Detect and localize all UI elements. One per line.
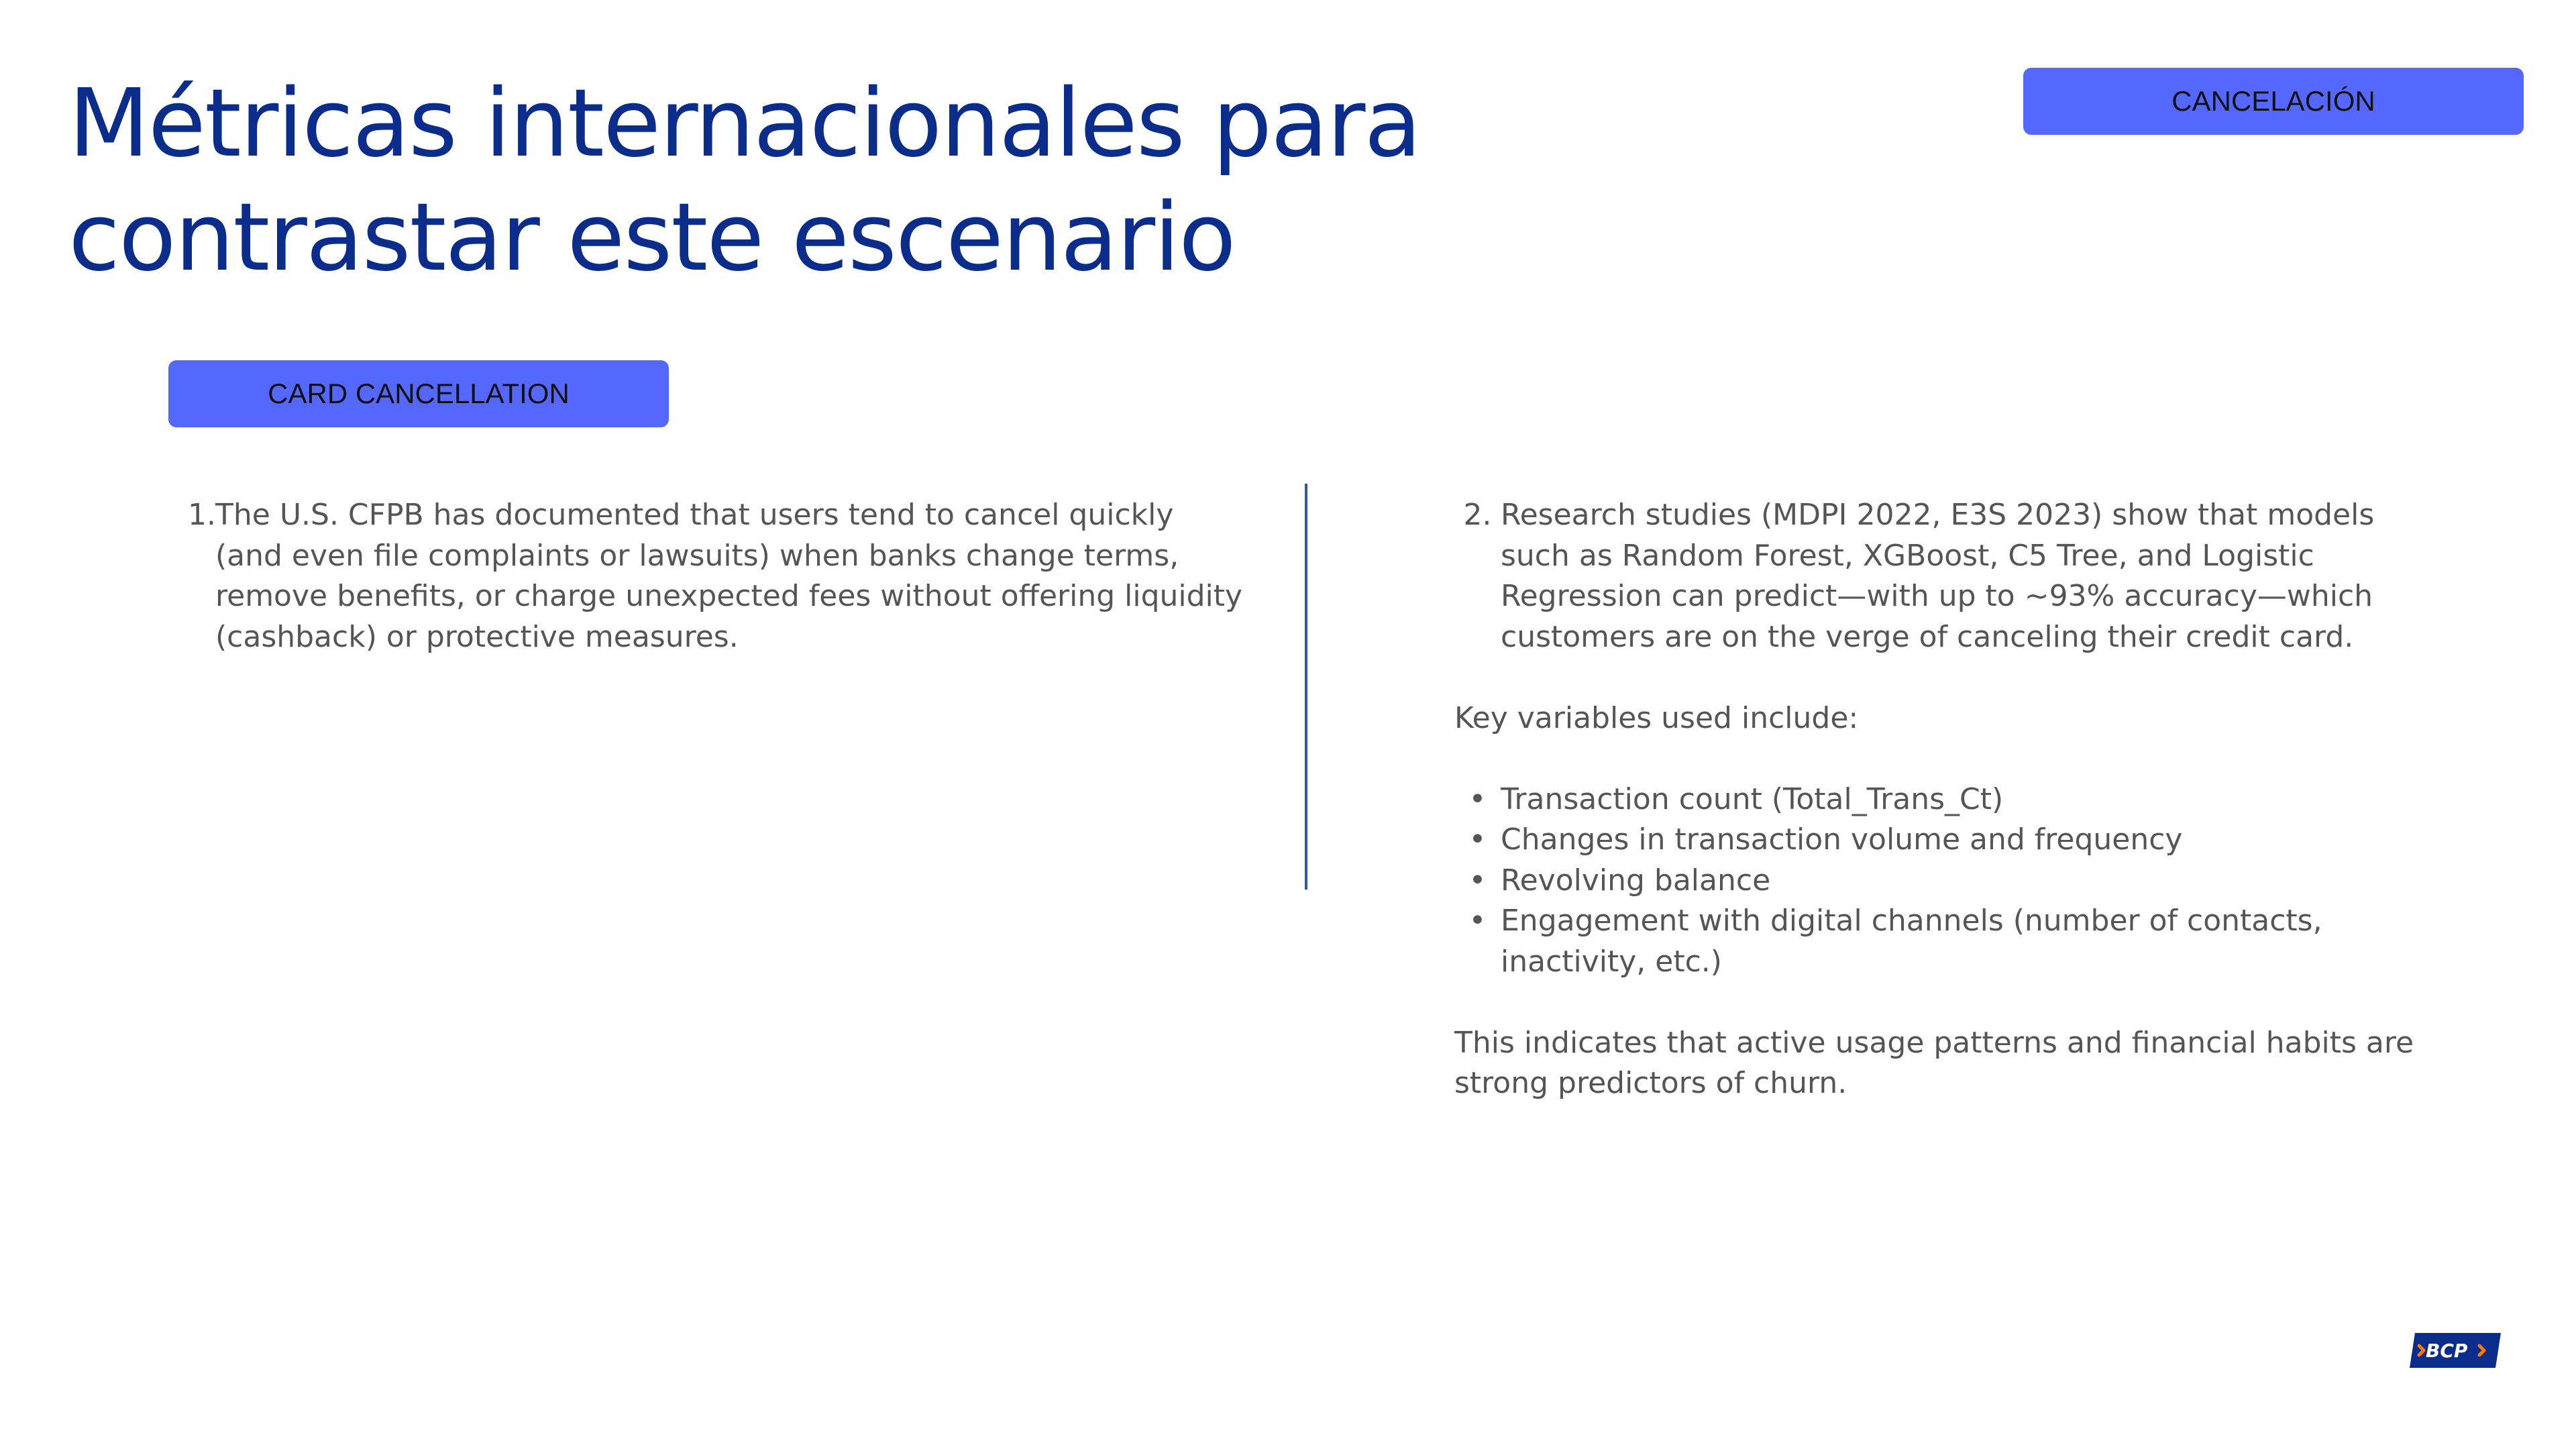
cancelacion-badge: CANCELACIÓN bbox=[2023, 68, 2524, 135]
text-line: strong predictors of churn. bbox=[1454, 1066, 1847, 1100]
text-line: such as Random Forest, XGBoost, C5 Tree, and Logistic bbox=[1501, 538, 2314, 573]
bcp-logo-icon bbox=[2408, 1332, 2502, 1369]
item-text bbox=[1501, 495, 2374, 657]
text-line: Research studies (MDPI 2022, E3S 2023) show that models bbox=[1501, 498, 2375, 532]
list-item-text: Engagement with digital channels (number of contacts, bbox=[1501, 904, 2322, 938]
column-divider bbox=[1305, 484, 1307, 890]
list-item bbox=[1454, 780, 2394, 820]
list-item-text: Changes in transaction volume and frequency bbox=[1501, 822, 2183, 857]
text-line: Regression can predict—with up to ~93% accuracy—which bbox=[1501, 579, 2373, 613]
item-number: 1. bbox=[188, 498, 216, 532]
bullet-icon: • bbox=[1468, 782, 1487, 816]
numbered-item-1 bbox=[188, 495, 1243, 657]
list-item-text: Transaction count (Total_Trans_Ct) bbox=[1501, 782, 2004, 816]
item-text bbox=[215, 495, 1242, 657]
spacer bbox=[1454, 657, 2394, 698]
text-line: The U.S. CFPB has documented that users tend to cancel quickly bbox=[215, 498, 1174, 532]
logo-text: BCP bbox=[2426, 1340, 2468, 1362]
numbered-item-2 bbox=[1454, 495, 2394, 657]
key-variables-intro: Key variables used include: bbox=[1454, 700, 1859, 735]
page-title bbox=[68, 67, 1477, 295]
bullet-icon: • bbox=[1468, 904, 1487, 938]
title-line-2: contrastar este escenario bbox=[68, 183, 1235, 292]
spacer bbox=[1454, 982, 2394, 1023]
conclusion-text bbox=[1454, 1023, 2414, 1104]
text-line: remove benefits, or charge unexpected fees without offering liquidity bbox=[215, 579, 1243, 613]
text-line: customers are on the verge of canceling their credit card. bbox=[1501, 619, 2354, 654]
key-variables-list bbox=[1454, 780, 2394, 983]
list-item bbox=[1454, 901, 2394, 982]
card-cancellation-badge: CARD CANCELLATION bbox=[168, 360, 669, 427]
right-column bbox=[1454, 495, 2414, 1104]
text-line: This indicates that active usage patterns and financial habits are bbox=[1454, 1025, 2414, 1060]
title-line-1: Métricas internacionales para bbox=[68, 69, 1421, 178]
list-item bbox=[1454, 861, 2394, 902]
spacer bbox=[1454, 739, 2394, 780]
left-column bbox=[188, 495, 1243, 657]
text-line: (and even file complaints or lawsuits) when banks change terms, bbox=[215, 538, 1179, 573]
text-line: (cashback) or protective measures. bbox=[215, 619, 739, 654]
item-number: 2. bbox=[1463, 498, 1492, 532]
list-item bbox=[1454, 820, 2394, 861]
list-item-text: inactivity, etc.) bbox=[1501, 944, 1722, 979]
bullet-icon: • bbox=[1468, 863, 1487, 898]
bullet-icon: • bbox=[1468, 822, 1487, 857]
list-item-text: Revolving balance bbox=[1501, 863, 1771, 898]
